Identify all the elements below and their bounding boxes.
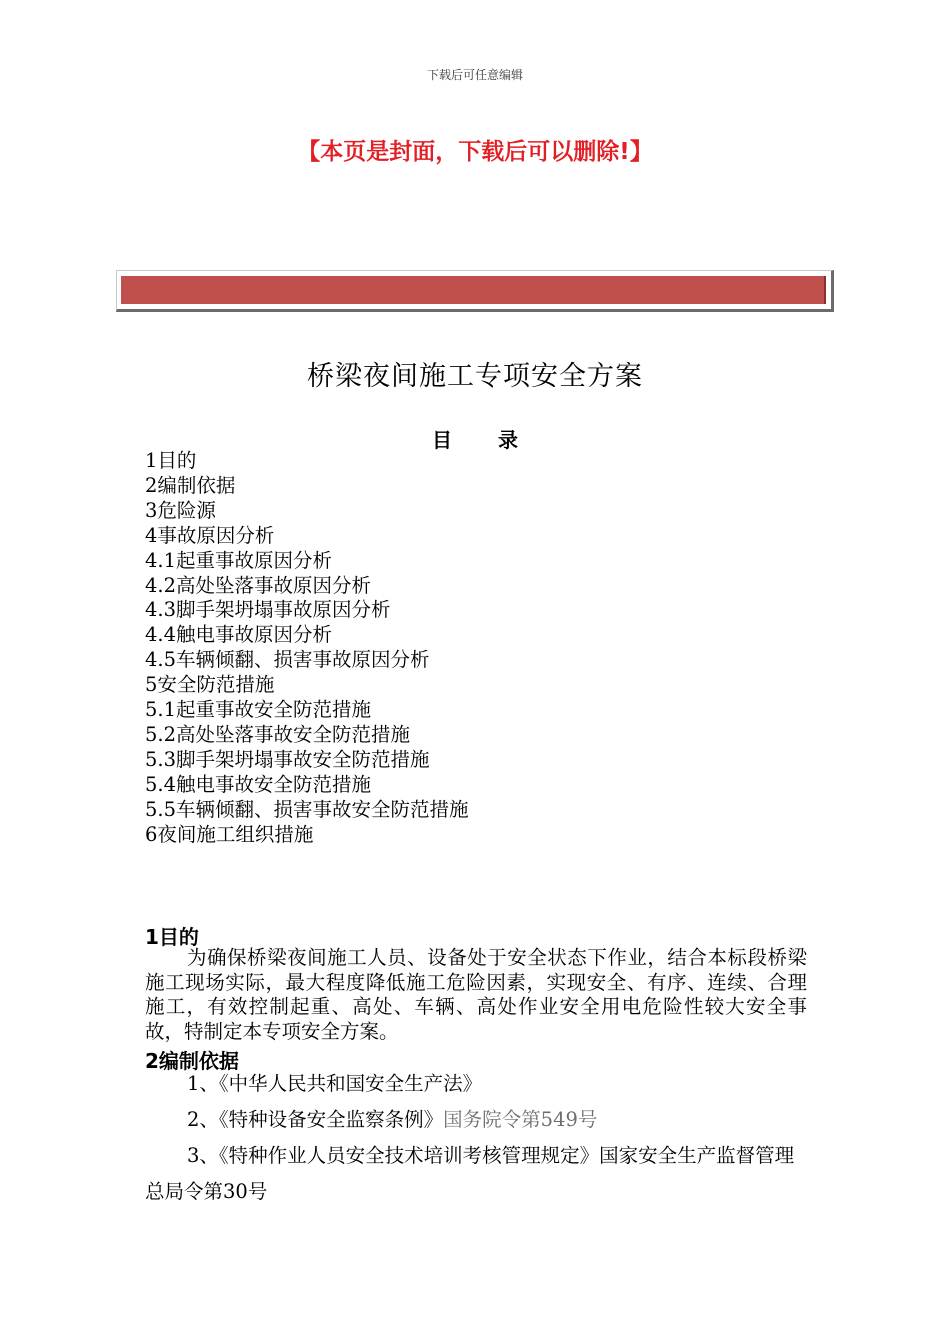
section2-heading: 2编制依据: [145, 1049, 239, 1073]
toc-item: 3危险源: [145, 498, 216, 522]
reference-text: 1、《中华人民共和国安全生产法》: [187, 1072, 483, 1095]
reference-item: [145, 1102, 807, 1138]
toc-item: 1目的: [145, 449, 197, 472]
toc-heading-right: 录: [498, 428, 518, 452]
toc-item: 4事故原因分析: [145, 523, 275, 547]
toc-item: 2编制依据: [145, 473, 236, 497]
reference-suffix: 国务院令第549号: [443, 1108, 598, 1131]
reference-text: 3、《特种作业人员安全技术培训考核管理规定》国家安全生产监督管理总局令第30号: [145, 1144, 795, 1203]
cover-notice: 【本页是封面，下载后可以删除!】: [297, 139, 653, 165]
toc-heading-left: 目: [432, 428, 452, 452]
toc-item: 4.2高处坠落事故原因分析: [145, 573, 372, 597]
table-of-contents: [145, 449, 825, 848]
toc-item: 4.3脚手架坍塌事故原因分析: [145, 598, 391, 622]
toc-item: 5安全防范措施: [145, 673, 275, 697]
toc-item: 5.4触电事故安全防范措施: [145, 772, 372, 796]
toc-item: 6夜间施工组织措施: [145, 822, 314, 846]
reference-item: [145, 1066, 807, 1102]
section1-heading: 1目的: [145, 925, 199, 949]
page-header-note: 下载后可任意编辑: [426, 68, 523, 82]
reference-item: [145, 1138, 807, 1210]
decorative-banner: [116, 270, 834, 312]
toc-item: 5.2高处坠落事故安全防范措施: [145, 722, 411, 746]
reference-text: 2、《特种设备安全监察条例》: [187, 1108, 444, 1131]
section1-body: 为确保桥梁夜间施工人员、设备处于安全状态下作业，结合本标段桥梁施工现场实际，最大程度降低施工危险因素，实现安全、有序、连续、合理施工，有效控制起重、高处、车辆、高处作业安全用电危险性较大安全事故，特制定本专项安全方案。: [145, 946, 807, 1043]
document-title: 桥梁夜间施工专项安全方案: [307, 361, 643, 392]
toc-item: 4.1起重事故原因分析: [145, 548, 333, 572]
toc-item: 4.5车辆倾翻、损害事故原因分析: [145, 648, 430, 672]
toc-item: 5.1起重事故安全防范措施: [145, 698, 372, 722]
toc-item: 5.3脚手架坍塌事故安全防范措施: [145, 747, 430, 771]
toc-item: 5.5车辆倾翻、损害事故安全防范措施: [145, 797, 469, 821]
banner-fill: [121, 276, 826, 304]
toc-item: 4.4触电事故原因分析: [145, 623, 333, 647]
